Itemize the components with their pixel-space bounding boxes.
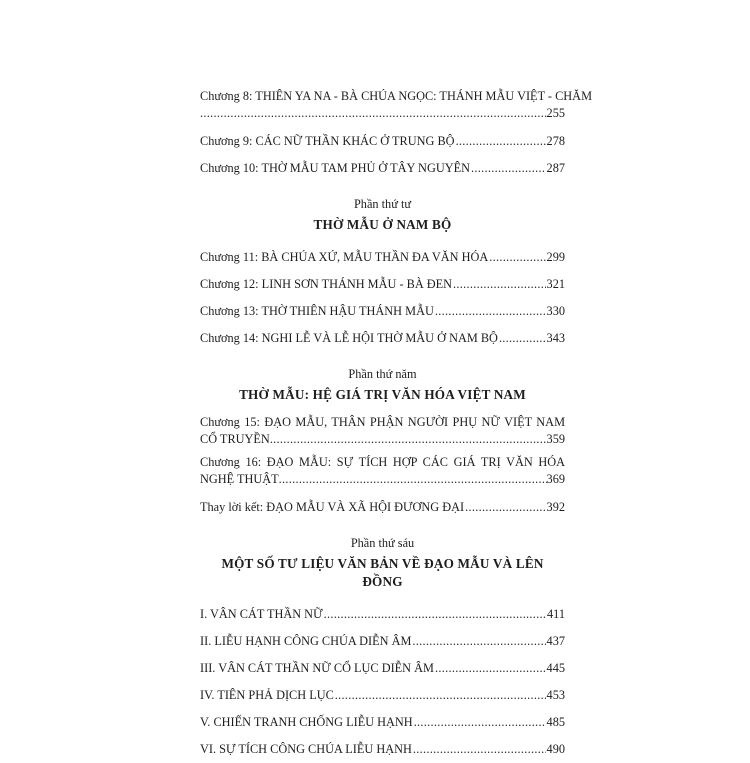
- toc-entry-title: III. VÂN CÁT THẦN NỮ CỔ LỤC DIỄN ÂM: [200, 661, 434, 675]
- dot-leader: [414, 709, 546, 736]
- dot-leader: [324, 601, 546, 628]
- toc-entry-title: Chương 15: ĐẠO MẪU, THÂN PHẬN NGƯỜI PHỤ NỮ VIỆT NAM: [200, 415, 565, 429]
- toc-entry-title: II. LIỄU HẠNH CÔNG CHÚA DIỄN ÂM: [200, 634, 412, 648]
- dot-leader: [412, 628, 545, 655]
- toc-entry-chapter-10: [200, 155, 565, 182]
- part-label: Phần thứ năm: [348, 367, 417, 381]
- toc-page-number: 359: [546, 432, 565, 446]
- dot-leader: [465, 494, 545, 521]
- dot-leader: [279, 471, 547, 488]
- toc-page-number: 445: [546, 661, 565, 675]
- toc-entry-chapter-8: [200, 88, 592, 122]
- toc-page-number: 343: [546, 331, 565, 345]
- toc-entry-title: I. VÂN CÁT THẦN NỮ: [200, 607, 323, 621]
- toc-page-number: 330: [546, 304, 565, 318]
- toc-entry-title: Chương 16: ĐẠO MẪU: SỰ TÍCH HỢP CÁC GIÁ TRỊ VĂN HÓA: [200, 455, 565, 469]
- part-label: Phần thứ sáu: [350, 536, 415, 550]
- toc-entry-title: Chương 12: LINH SƠN THÁNH MẪU - BÀ ĐEN: [200, 277, 453, 291]
- part-title: MỘT SỐ TƯ LIỆU VĂN BẢN VỀ ĐẠO MẪU VÀ LÊN ĐỒNG: [221, 556, 544, 589]
- toc-entry-chapter-13: [200, 298, 565, 325]
- toc-entry-document-4: [200, 682, 565, 709]
- toc-entry-document-3: [200, 655, 565, 682]
- toc-entry-title-continued: CỔ TRUYỀN: [200, 432, 270, 446]
- toc-entry-chapter-14: [200, 325, 565, 352]
- dot-leader: [489, 244, 545, 271]
- toc-entry-title: Chương 10: THỜ MẪU TAM PHỦ Ở TÂY NGUYÊN: [200, 161, 470, 175]
- toc-entry-title: V. CHIẾN TRANH CHỐNG LIỄU HẠNH: [200, 715, 413, 729]
- dot-leader: [335, 682, 546, 709]
- part-label: Phần thứ tư: [353, 197, 412, 211]
- toc-entry-title: Thay lời kết: ĐẠO MẪU VÀ XÃ HỘI ĐƯƠNG ĐẠI: [200, 500, 465, 514]
- toc-entry-title: Chương 8: THIÊN YA NA - BÀ CHÚA NGỌC: THÁNH MẪU VIỆT - CHĂM: [200, 89, 592, 103]
- toc-page-number: 287: [546, 161, 565, 175]
- table-of-contents-page: [200, 86, 592, 763]
- toc-entry-chapter-12: [200, 271, 565, 298]
- toc-page-number: 485: [546, 715, 565, 729]
- dot-leader: [200, 105, 547, 122]
- toc-entry-closing: [200, 494, 565, 521]
- dot-leader: [471, 155, 546, 182]
- toc-entry-title: Chương 11: BÀ CHÚA XỨ, MẪU THẦN ĐA VĂN HÓA: [200, 250, 489, 264]
- dot-leader: [453, 271, 546, 298]
- toc-entry-document-1: [200, 601, 565, 628]
- toc-page-number: 278: [546, 134, 565, 148]
- toc-page-number: 392: [546, 500, 565, 514]
- toc-page-number: 437: [546, 634, 565, 648]
- dot-leader: [435, 298, 546, 325]
- toc-page-number: 255: [546, 106, 565, 120]
- toc-page-number: 453: [546, 688, 565, 702]
- toc-page-number: 369: [546, 472, 565, 486]
- toc-page-number: 490: [546, 742, 565, 756]
- dot-leader: [456, 128, 546, 155]
- part-title: THỜ MẪU: HỆ GIÁ TRỊ VĂN HÓA VIỆT NAM: [239, 387, 526, 402]
- toc-entry-chapter-11: [200, 244, 565, 271]
- toc-entry-title-continued: NGHỆ THUẬT: [200, 472, 279, 486]
- toc-entry-chapter-15: [200, 414, 565, 448]
- toc-entry-document-2: [200, 628, 565, 655]
- dot-leader: [270, 431, 547, 448]
- toc-entry-title: Chương 13: THỜ THIÊN HẬU THÁNH MẪU: [200, 304, 434, 318]
- toc-entry-title: VI. SỰ TÍCH CÔNG CHÚA LIỄU HẠNH: [200, 742, 412, 756]
- toc-page-number: 411: [547, 607, 565, 621]
- part-title: THỜ MẪU Ở NAM BỘ: [313, 217, 452, 232]
- toc-entry-document-5: [200, 709, 565, 736]
- toc-entry-title: Chương 14: NGHI LỄ VÀ LỄ HỘI THỜ MẪU Ở NAM BỘ: [200, 331, 498, 345]
- toc-entry-title: Chương 9: CÁC NỮ THẦN KHÁC Ở TRUNG BỘ: [200, 134, 455, 148]
- toc-page-number: 299: [546, 250, 565, 264]
- toc-entry-chapter-9: [200, 128, 565, 155]
- dot-leader: [435, 655, 546, 682]
- toc-entry-title: IV. TIÊN PHẢ DỊCH LỤC: [200, 688, 334, 702]
- dot-leader: [499, 325, 546, 352]
- toc-entry-chapter-16: [200, 454, 565, 488]
- toc-page-number: 321: [546, 277, 565, 291]
